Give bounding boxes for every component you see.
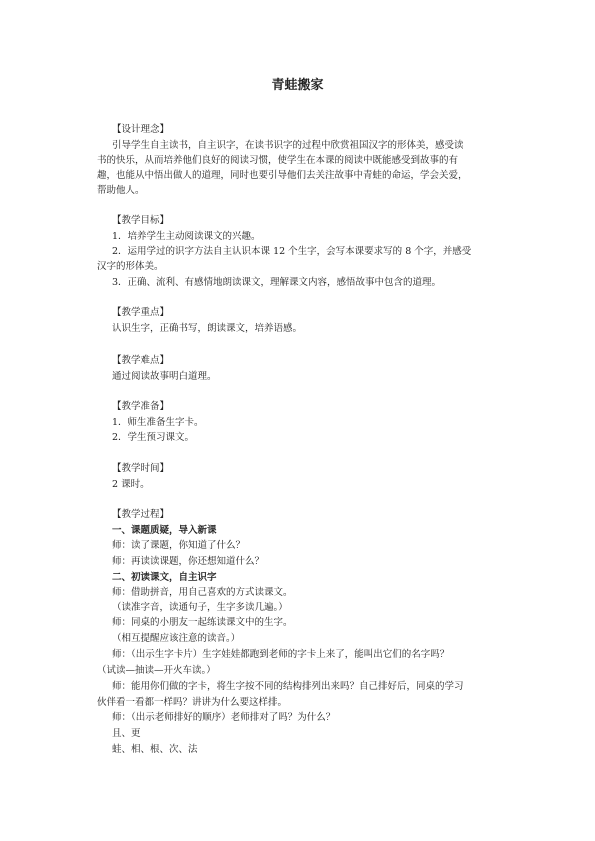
- list-item: 2．运用学过的识字方法自主认识本课 12 个生字，会写本课要求写的 8 个字，并感受: [112, 246, 472, 257]
- paragraph-line: 且、更: [112, 728, 141, 739]
- section-heading-difficulty: 【教学难点】: [112, 355, 170, 366]
- paragraph-line: 帮助他人。: [97, 185, 145, 196]
- paragraph-line: 伙伴看一看都一样吗？讲讲为什么要这样排。: [97, 697, 288, 708]
- list-item: 1．培养学生主动阅读课文的兴趣。: [112, 231, 261, 242]
- section-heading-focus: 【教学重点】: [112, 307, 170, 318]
- list-item: 汉字的形体美。: [97, 261, 164, 272]
- paragraph-line: 师：借助拼音，用自己喜欢的方式读课文。: [112, 587, 293, 598]
- section-heading-time: 【教学时间】: [112, 463, 170, 474]
- section-heading-process: 【教学过程】: [112, 509, 170, 520]
- document-title: 青蛙搬家: [271, 78, 324, 93]
- paragraph-line: 书的快乐，从而培养他们良好的阅读习惯，使学生在本课的阅读中既能感受到故事的有: [97, 155, 459, 166]
- paragraph-line: （读准字音，读通句子，生字多读几遍。）: [112, 602, 288, 613]
- section-heading-design: 【设计理念】: [112, 124, 170, 135]
- paragraph-line: 师：同桌的小朋友一起练读课文中的生字。: [112, 617, 293, 628]
- paragraph-line: 师：再读读课题，你还想知道什么？: [112, 556, 265, 567]
- paragraph-line: 趣，也能从中悟出做人的道理，同时也要引导他们去关注故事中青蛙的命运，学会关爱，: [97, 170, 468, 181]
- list-item: 1．师生准备生字卡。: [112, 417, 204, 428]
- paragraph-line: 2 课时。: [112, 479, 150, 490]
- paragraph-line: 蛙、相、根、次、法: [112, 744, 198, 755]
- paragraph-line: 师：（出示老师排好的顺序）老师排对了吗？为什么？: [112, 712, 336, 723]
- paragraph-line: 师：（出示生字卡片）生字娃娃都跑到老师的字卡上来了，能叫出它们的名字吗？: [112, 649, 450, 660]
- process-step-heading: 一、课题质疑，导入新课: [112, 525, 217, 536]
- paragraph-line: （试读—抽读—开火车读。）: [97, 665, 216, 676]
- section-heading-goals: 【教学目标】: [112, 215, 170, 226]
- paragraph-line: 师：能用你们做的字卡，将生字按不同的结构排列出来吗？自己排好后，同桌的学习: [112, 681, 464, 692]
- process-step-heading: 二、初读课文，自主识字: [112, 572, 217, 583]
- section-heading-prep: 【教学准备】: [112, 401, 170, 412]
- list-item: 3．正确、流利、有感情地朗读课文，理解课文内容，感悟故事中包含的道理。: [112, 277, 442, 288]
- list-item: 2．学生预习课文。: [112, 432, 195, 443]
- paragraph-line: （相互提醒应该注意的读音。）: [112, 633, 241, 644]
- paragraph-line: 通过阅读故事明白道理。: [112, 371, 217, 382]
- paragraph-line: 认识生字，正确书写，朗读课文，培养语感。: [112, 323, 303, 334]
- paragraph-line: 引导学生自主读书，自主识字，在读书识字的过程中欣赏祖国汉字的形体美，感受读: [112, 140, 464, 151]
- paragraph-line: 师：读了课题，你知道了什么？: [112, 540, 246, 551]
